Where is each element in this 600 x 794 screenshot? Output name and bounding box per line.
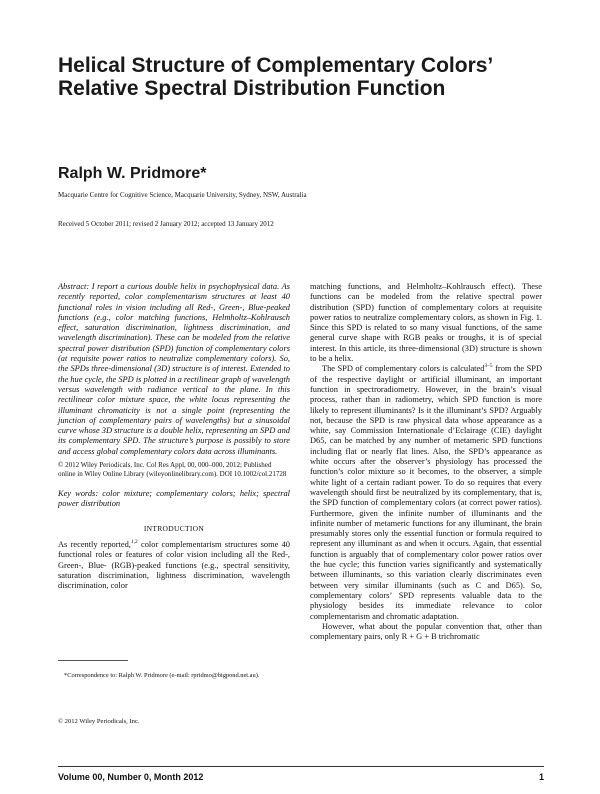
issue-info: Volume 00, Number 0, Month 2012 (58, 772, 204, 782)
citation-superscript: 3–5 (484, 363, 493, 370)
right-column (310, 282, 542, 642)
author-affiliation: Macquarie Centre for Cognitive Science, Macquarie University, Sydney, NSW, Australia (58, 191, 307, 199)
body-paragraph-3: However, what about the popular convention that, other than complementary pairs, only R + G + B trichromatic (310, 621, 542, 642)
keywords: Key words: color mixture; complementary colors; helix; spectral power distribution (58, 489, 290, 509)
body-paragraph-1: matching functions, and Helmholtz–Kohlrausch effect). These functions can be modeled from the relative spectral power distribution (SPD) function of complementary colors at requisite power ratios to neutralize complementary colors, as shown in Fig. 1. Since this SPD is related to so many visual functions, of the same general curve shape with RGB peaks or troughs, it is of special interest. In this article, its three-dimensional (3D) structure is shown to be a helix. (310, 282, 542, 364)
journal-reference (58, 461, 290, 479)
page-number: 1 (538, 772, 544, 782)
author-name: Ralph W. Pridmore* (58, 165, 207, 182)
p2-text-rest: from the SPD of the respective daylight or artificial illuminant, an important function in spectroradiometry. However, in the brain’s visual process, rather than in radiometry, which SPD function is more likely to represent illuminants? Is it the illuminant’s SPD? Arguably not, because the SPD is raw physical data whose appearance as a white, say Commission Internationale d’Eclairage (CIE) daylight D65, can be matched by any number of metameric SPD functions including flat or nearly flat lines. Also, the SPD’s appearance as white occurs after the observer’s physiology has processed the function’s color mixture so it becomes, to the observer, a simple white light of a certain radiant power. To do so requires that every wavelength should first be neutralized by its complementary, that is, the SPD function of complementary colors (at correct power ratios). Furthermore, given the infinite number of illuminants and the infinite number of metameric functions for any illuminant, the brain presumably stores only the essential function or formula required to represent any illuminant as and when it occurs. Again, that essential function is arguably that of complementary color power ratios over the hue cycle; this function varies significantly and systematically between illuminants, so this variation clearly discriminates even between very similar illuminants (such as C and D65). So, complementary colors’ SPD represents valuable data to the physiology besides its immediate relevance to color complementarism and chromatic adaptation. (310, 364, 543, 621)
journal-citation: Col Res Appl, 00, 000–000, 2012; Published online in Wiley Online Library (wileyonlinelibrary.com). DOI 10.1002/col.21728 (58, 461, 287, 479)
abstract-text: Abstract: I report a curious double helix in psychophysical data. As recently reported, color complementarism structures at least 40 functional roles in vision including all Red-, Green-, Blue-peaked functions (e.g., color matching functions, Helmholtz–Kohlrausch effect, saturation discrimination, lightness discrimination, and wavelength discrimination). These can be modeled from the relative spectral power distribution (SPD) function of complementary colors (at requisite power ratios to neutralize complementary colors). So, the SPDs three-dimensional (3D) structure is of interest. Extended to the hue cycle, the SPD is plotted in a rectilinear graph of wavelength versus wavelength with radiance vertical to the plane. In this rectilinear color mixture space, the white locus representing the illuminant chromaticity is not a single point (representing the junction of complementary pairs of wavelengths) but a sinusoidal curve whose 3D structure is a double helix, representing an SPD and its complementary SPD. The structure’s purpose is possibly to store and access global complementary colors data across illuminants. (58, 282, 290, 456)
intro-paragraph (58, 540, 290, 591)
received-dates: Received 5 October 2011; revised 2 January 2012; accepted 13 January 2012 (58, 220, 274, 228)
left-column (58, 282, 290, 591)
abstract-copyright: © 2012 Wiley Periodicals, Inc. (58, 461, 145, 470)
intro-text-start: As recently reported, (58, 539, 131, 549)
article-title: Helical Structure of Complementary Colors’ Relative Spectral Distribution Function (58, 54, 493, 100)
footer-divider (58, 766, 544, 767)
copyright-notice: © 2012 Wiley Periodicals, Inc. (58, 718, 140, 725)
citation-superscript: 1,2 (130, 539, 138, 546)
body-paragraph-2 (310, 364, 542, 621)
correspondence-footnote: *Correspondence to: Ralph W. Pridmore (e-mail: rpridmo@bigpond.net.au). (64, 672, 260, 679)
p2-text-start: The SPD of complementary colors is calculated (322, 364, 485, 374)
section-heading-introduction: INTRODUCTION (143, 523, 205, 533)
intro-text-rest: color complementarism structures some 40 functional roles or features of color vision including all the Red-, Green-, Blue- (RGB)-peaked functions (e.g., spectral sensitivity, saturation discrimination, lightness discrimination, wavelength discrimination, color (58, 539, 290, 591)
footnote-divider (58, 660, 128, 661)
